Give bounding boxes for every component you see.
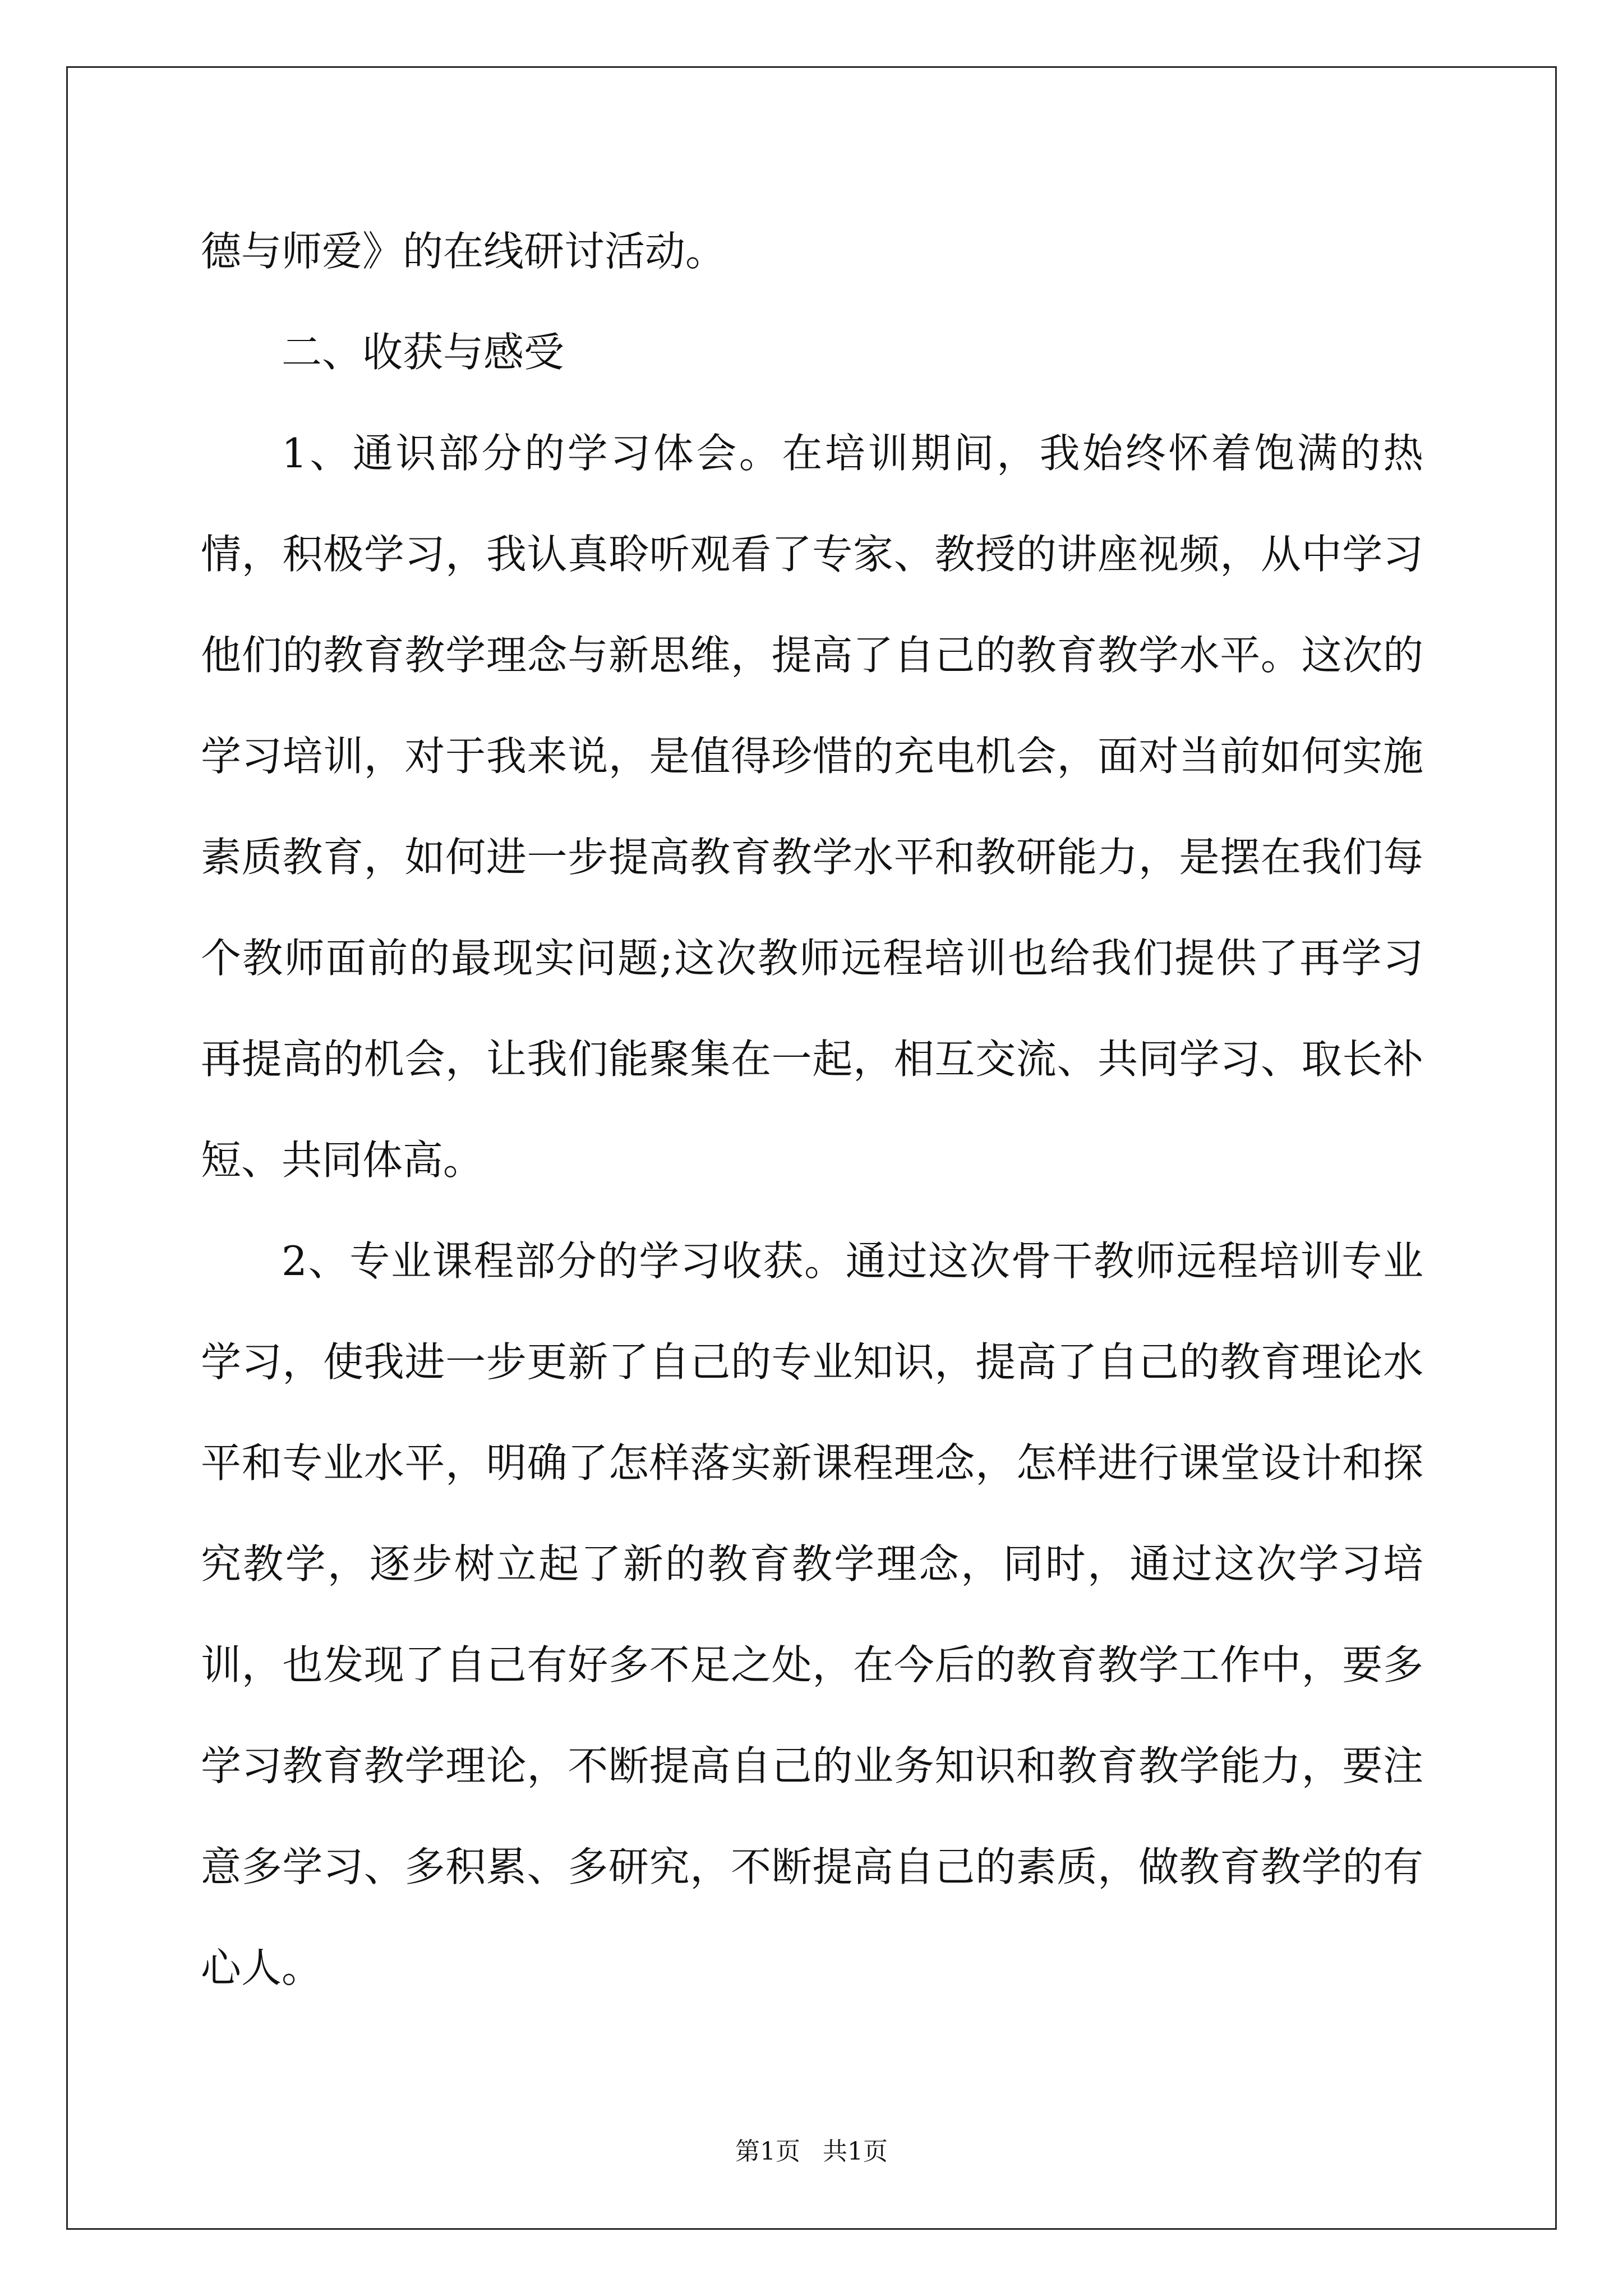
page-number-current: 第1页 [735,2137,800,2166]
paragraph-continuation: 德与师爱》的在线研讨活动。 [201,228,726,275]
page-footer [0,2135,1623,2169]
paragraph-professional-course: 2、专业课程部分的学习收获。通过这次骨干教师远程培训专业学习，使我进一步更新了自己的专业知识，提高了自己的教育理论水平和专业水平，明确了怎样落实新课程理念，怎样进行课堂设计和探究教学，逐步树立起了新的教育教学理念，同时，通过这次学习培训，也发现了自己有好多不足之处，在今后的教育教学工作中，要多学习教育教学理论，不断提高自己的业务知识和教育教学能力，要注意多学习、多积累、多研究，不断提高自己的素质，做教育教学的有心人。 [201,1237,1423,1991]
section-heading: 二、收获与感受 [282,329,565,376]
paragraph-general-knowledge: 1、通识部分的学习体会。在培训期间，我始终怀着饱满的热情，积极学习，我认真聆听观看了专家、教授的讲座视频，从中学习他们的教育教学理念与新思维，提高了自己的教育教学水平。这次的学习培训，对于我来说，是值得珍惜的充电机会，面对当前如何实施素质教育，如何进一步提高教育教学水平和教研能力，是摆在我们每个教师面前的最现实问题;这次教师远程培训也给我们提供了再学习再提高的机会，让我们能聚集在一起，相互交流、共同学习、取长补短、共同体高。 [201,430,1423,1184]
document-body [201,201,1423,2018]
page-number-total: 共1页 [823,2137,888,2166]
